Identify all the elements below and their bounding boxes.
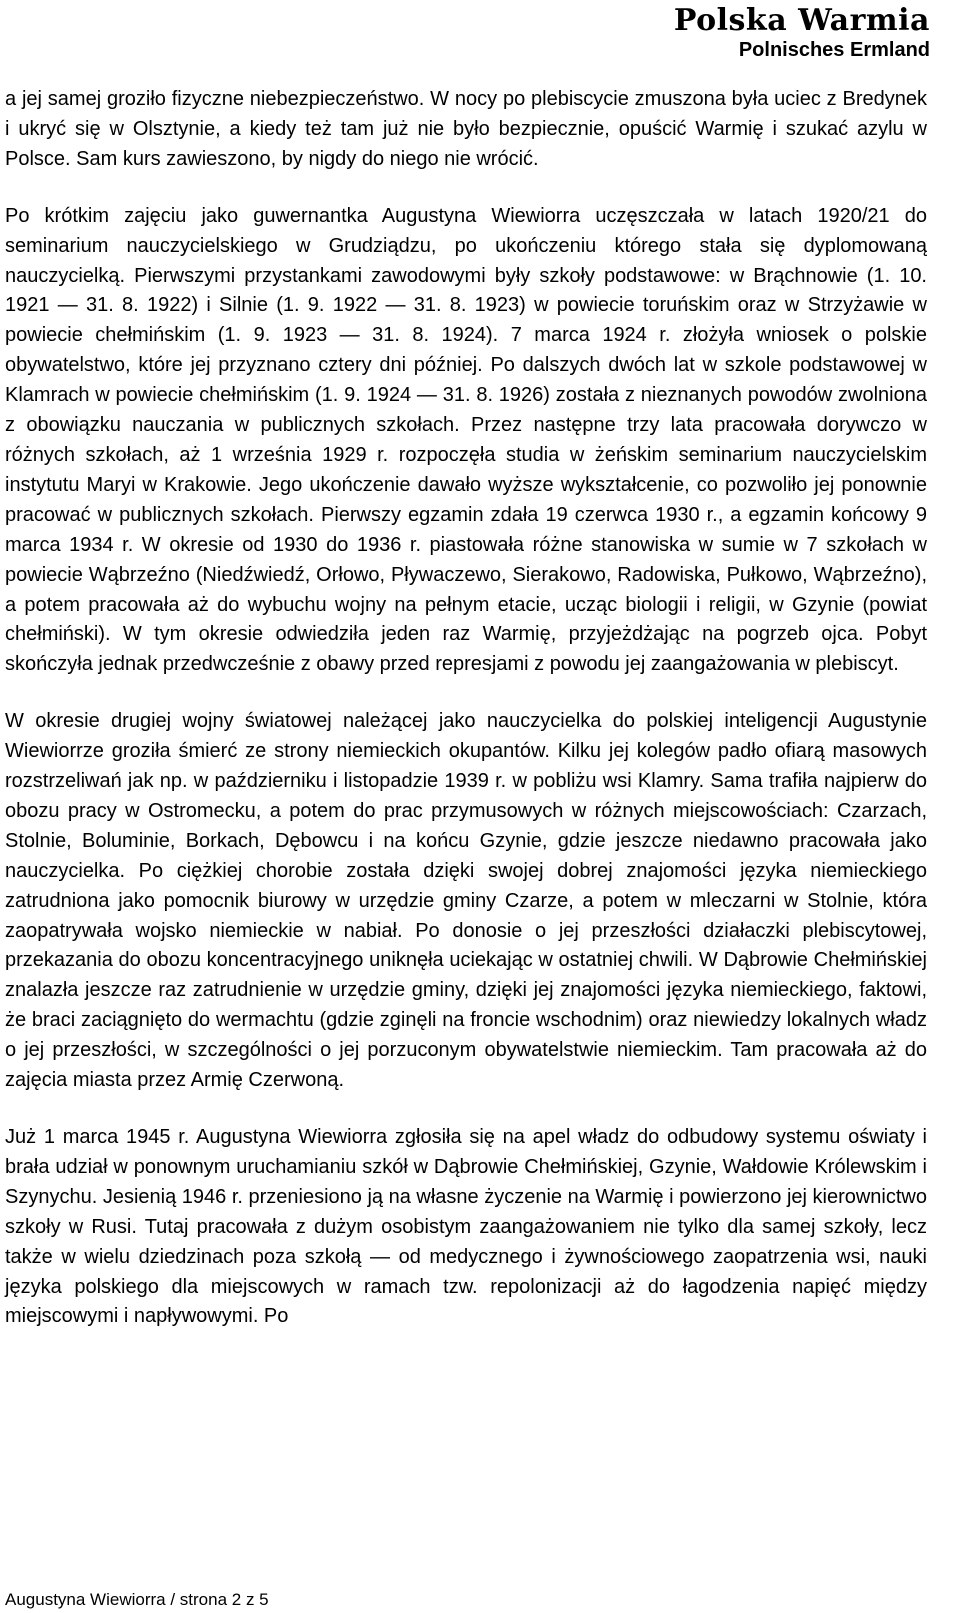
document-body [5, 85, 927, 1359]
paragraph: a jej samej groziło fizyczne niebezpieczeństwo. W nocy po plebiscycie zmuszona była uciec z Bredynek i ukryć się w Olsztynie, a kiedy też tam już nie było bezpiecznie, opuścić Warmię i szukać azylu w Polsce. Sam kurs zawieszono, by nigdy do niego nie wrócić. [5, 88, 927, 170]
brand-subtitle: Polnisches Ermland [738, 39, 930, 61]
page-header [674, 4, 930, 62]
paragraph: Już 1 marca 1945 r. Augustyna Wiewiorra zgłosiła się na apel władz do odbudowy systemu oświaty i brała udział w ponownym uruchamianiu szkół w Dąbrowie Chełmińskiej, Gzynie, Wałdowie Królewskim i Szynychu. Jesienią 1946 r. przeniesiono ją na własne życzenie na Warmię i powierzono jej kierownictwo szkoły w Rusi. Tutaj pracowała z dużym osobistym zaangażowaniem nie tylko dla samej szkoły, lecz także w wielu dziedzinach poza szkołą — od medycznego i żywnościowego zaopatrzenia wsi, nauki języka polskiego dla miejscowych w ramach tzw. repolonizacji aż do łagodzenia napięć między miejscowymi i napływowymi. Po [5, 1126, 927, 1328]
brand-title: Polska Warmia [673, 3, 930, 38]
paragraph: Po krótkim zajęciu jako guwernantka Augustyna Wiewiorra uczęszczała w latach 1920/21 do seminarium nauczycielskiego w Grudziądzu, po ukończeniu którego stała się dyplomowaną nauczycielką. Pierwszymi przystankami zawodowymi były szkoły podstawowe: w Brąchnowie (1. 10. 1921 — 31. 8. 1922) i Silnie (1. 9. 1922 — 31. 8. 1923) w powiecie toruńskim oraz w Strzyżawie w powiecie chełmińskim (1. 9. 1923 — 31. 8. 1924). 7 marca 1924 r. złożyła wniosek o polskie obywatelstwo, które jej przyznano cztery dni później. Po dalszych dwóch lat w szkole podstawowej w Klamrach w powiecie chełmińskim (1. 9. 1924 — 31. 8. 1926) została z nieznanych powodów zwolniona z obowiązku nauczania w publicznych szkołach. Przez następne trzy lata pracowała dorywczo w różnych szkołach, aż 1 września 1929 r. rozpoczęła studia w żeńskim seminarium nauczycielskim instytutu Maryi w Krakowie. Jego ukończenie dawało wyższe wykształcenie, co pozwoliło jej ponownie pracować w publicznych szkołach. Pierwszy egzamin zdała 19 czerwca 1930 r., a egzamin końcowy 9 marca 1934 r. W okresie od 1930 do 1936 r. piastowała różne stanowiska w sumie w 7 szkołach w powiecie Wąbrzeźno (Niedźwiedź, Orłowo, Pływaczewo, Sierakowo, Radowiska, Pułkowo, Wąbrzeźno), a potem pracowała aż do wybuchu wojny na pełnym etacie, ucząc biologii i religii, w Gzynie (powiat chełmiński). W tym okresie odwiedziła jeden raz Warmię, przyjeżdżając na pogrzeb ojca. Pobyt skończyła jednak przedwcześnie z obawy przed represjami z powodu jej zaangażowania w plebiscyt. [5, 204, 927, 676]
page-footer: Augustyna Wiewiorra / strona 2 z 5 [5, 1590, 269, 1609]
paragraph: W okresie drugiej wojny światowej należącej jako nauczycielka do polskiej inteligencji Augustynie Wiewiorrze groziła śmierć ze strony niemieckich okupantów. Kilku jej kolegów padło ofiarą masowych rozstrzeliwań jak np. w październiku i listopadzie 1939 r. w pobliżu wsi Klamry. Sama trafiła najpierw do obozu pracy w Ostromecku, a potem do prac przymusowych w różnych miejscowościach: Czarzach, Stolnie, Boluminie, Borkach, Dębowcu i na końcu Gzynie, gdzie jeszcze niedawno pracowała jako nauczycielka. Po ciężkiej chorobie została dzięki swojej dobrej znajomości języka niemieckiego zatrudniona jako pomocnik biurowy w urzędzie gminy Czarze, a potem w mleczarni w Stolnie, która zaopatrywała wojsko niemieckie w nabiał. Po donosie o jej przeszłości działaczki plebiscytowej, przekazania do obozu koncentracyjnego uniknęła uciekając w ostatniej chwili. W Dąbrowie Chełmińskiej znalazła jeszcze raz zatrudnienie w urzędzie gminy, dzięki jej znajomości języka niemieckiego, faktowi, że braci zaciągnięto do wermachtu (gdzie zginęli na froncie wschodnim) oraz niewiedzy lokalnych władz o jej przeszłości, w szczególności o jej porzuconym obywatelstwie niemieckim. Tam pracowała aż do zajęcia miasta przez Armię Czerwoną. [5, 710, 927, 1092]
